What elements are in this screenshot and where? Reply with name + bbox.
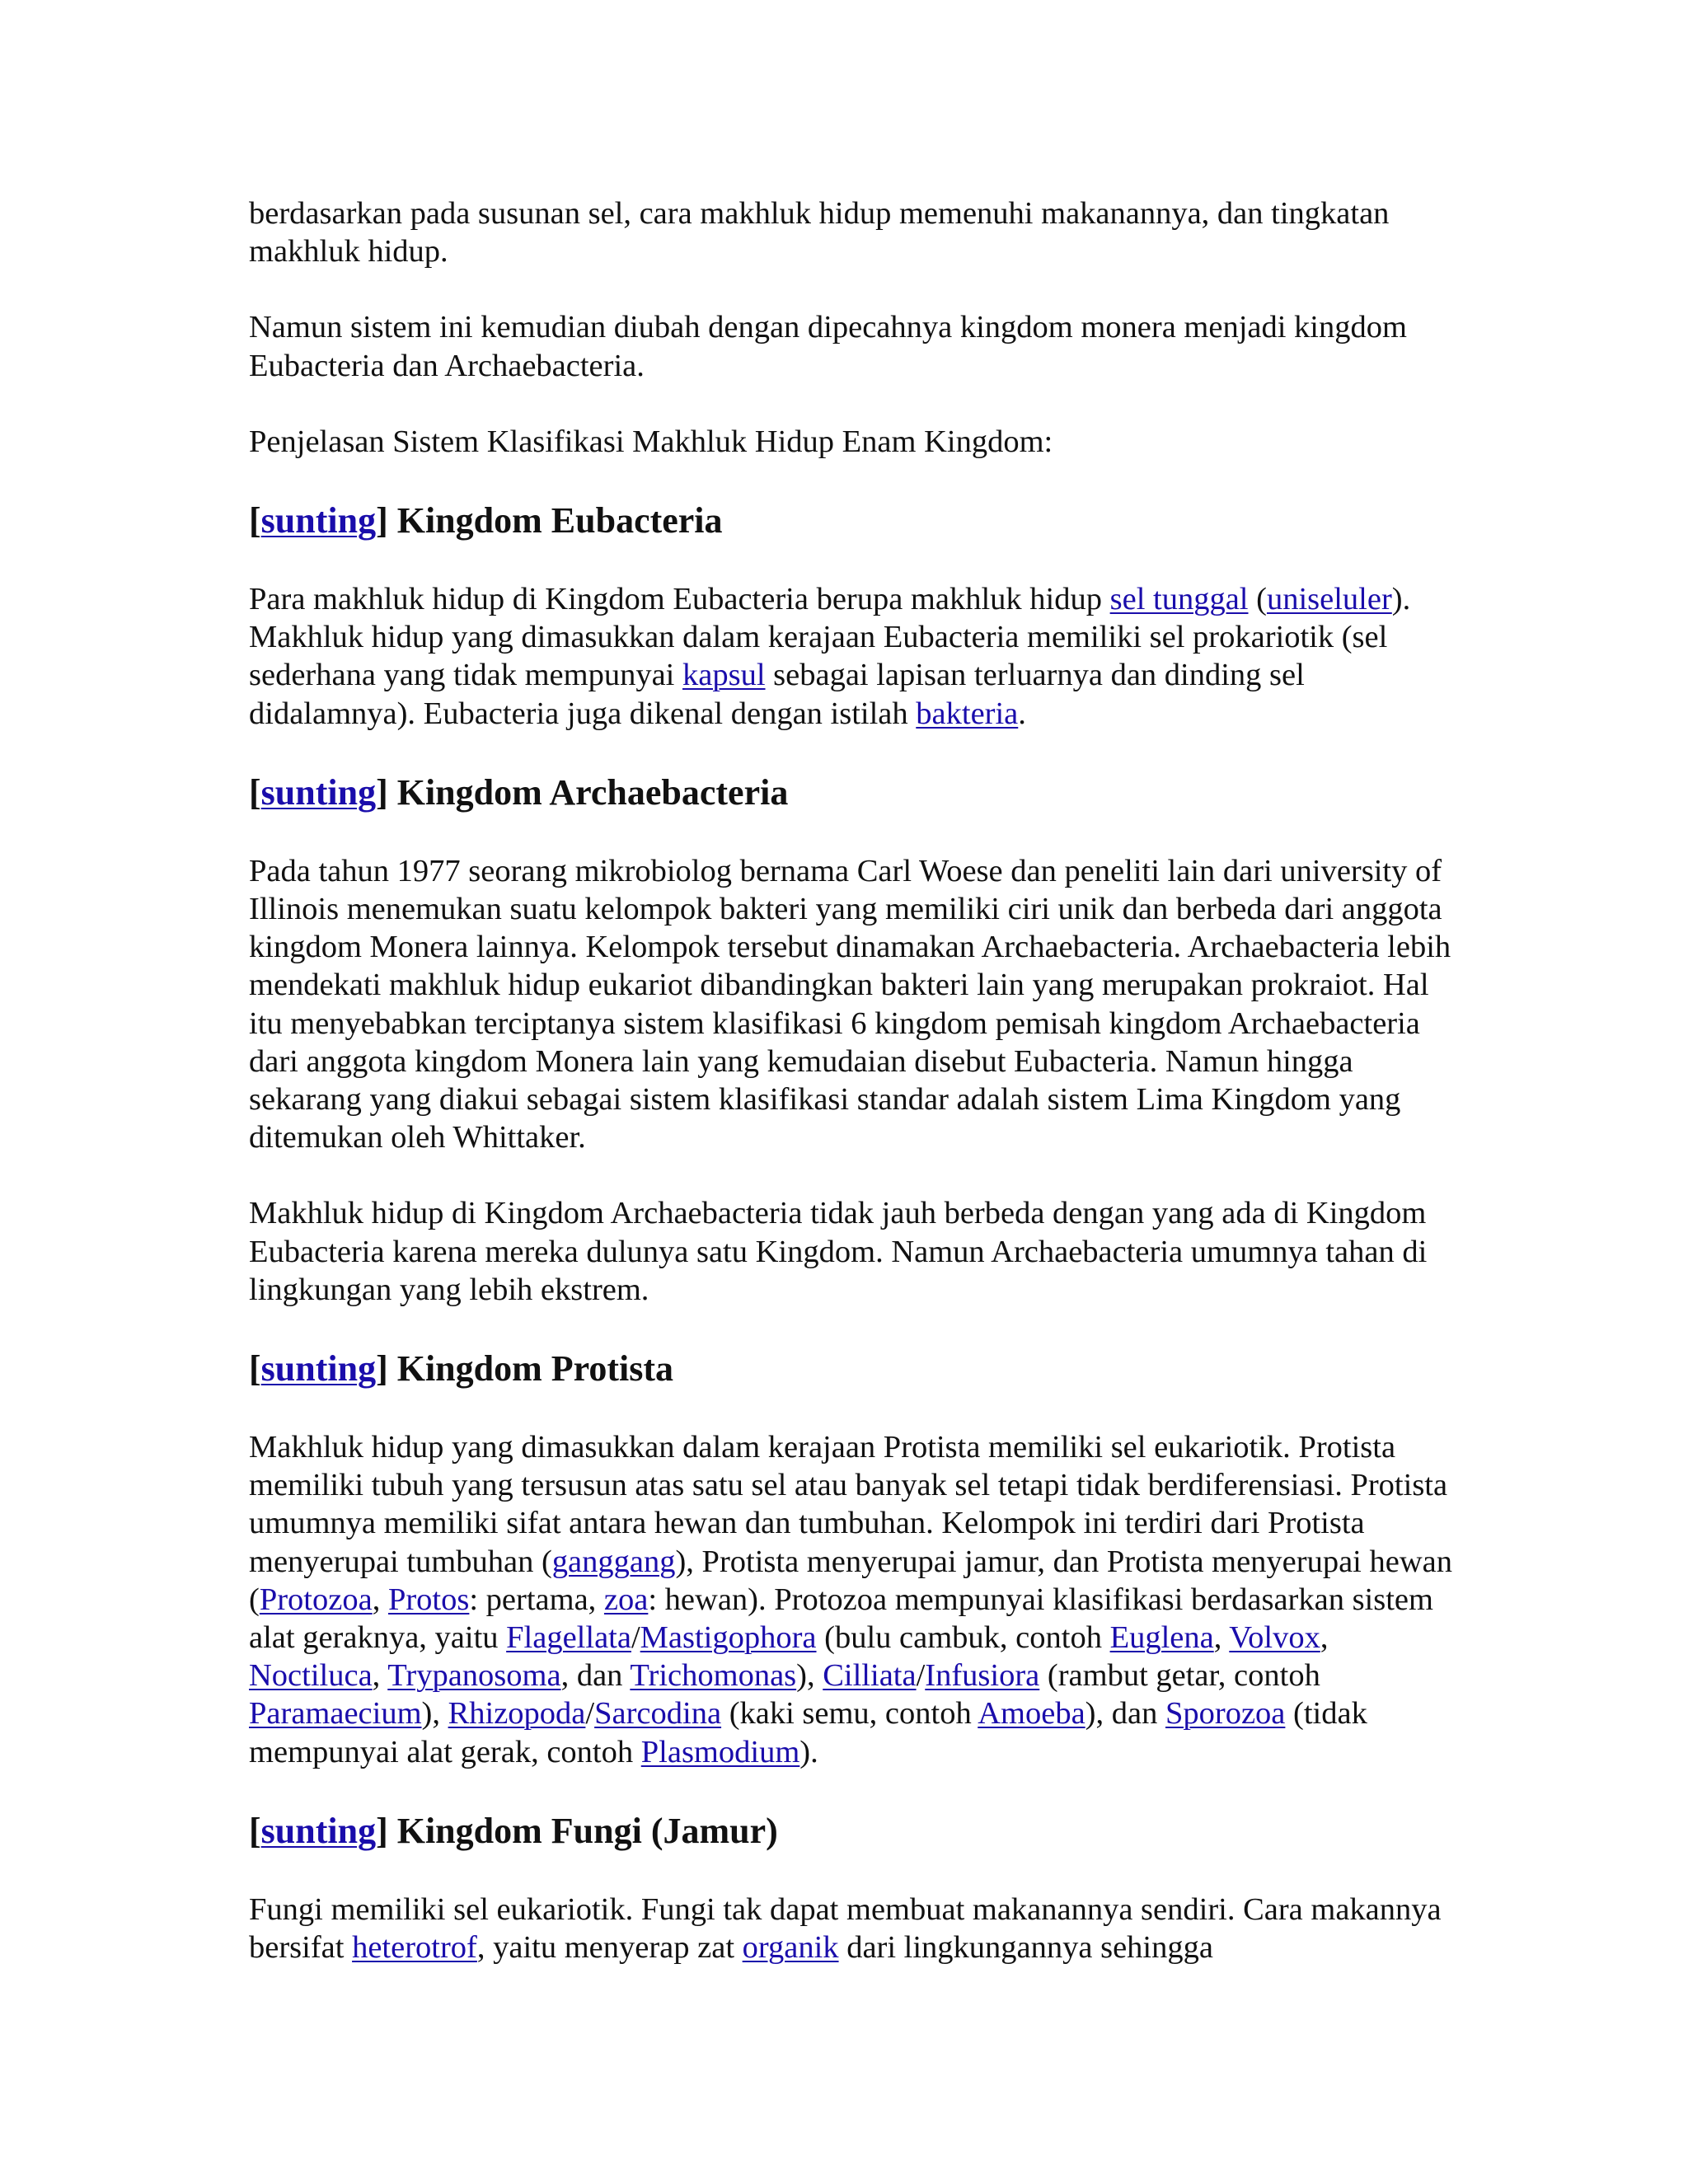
link-paramaecium[interactable]: Paramaecium (249, 1696, 422, 1732)
link-euglena[interactable]: Euglena (1109, 1620, 1214, 1656)
text-fragment: : hewan). Protozoa mempunyai klasifikasi berdasarkan sistem alat geraknya, yaitu (249, 1582, 1433, 1656)
link-infusiora[interactable]: Infusiora (925, 1658, 1040, 1694)
link-volvox[interactable]: Volvox (1229, 1620, 1320, 1656)
text-fragment: ( (1248, 582, 1267, 617)
document-page (249, 194, 1452, 1966)
text-fragment: dari lingkungannya sehingga (838, 1930, 1213, 1966)
intro-paragraph-3: Penjelasan Sistem Klasifikasi Makhluk Hidup Enam Kingdom: (249, 424, 1053, 459)
edit-link-eubacteria[interactable]: sunting (260, 500, 377, 541)
edit-link-archaebacteria[interactable]: sunting (260, 771, 377, 813)
link-flagellata[interactable]: Flagellata (506, 1620, 631, 1656)
link-rhizopoda[interactable]: Rhizopoda (448, 1696, 586, 1732)
text-fragment: ). (799, 1734, 818, 1769)
protista-paragraph (249, 1428, 1452, 1771)
text-fragment: : pertama, (469, 1582, 604, 1617)
text-fragment: , (1320, 1620, 1329, 1656)
heading-fungi-title: Kingdom Fungi (Jamur) (396, 1810, 778, 1851)
heading-archaebacteria: [sunting] Kingdom Archaebacteria (249, 771, 789, 813)
archaebacteria-paragraph-1: Pada tahun 1977 seorang mikrobiolog bernama Carl Woese dan peneliti lain dari university of Illinois menemukan suatu kelompok bakteri yang memiliki ciri unik dan berbeda dari anggota kingdom Monera lainnya. Kelompok tersebut dinamakan Archaebacteria. Archaebacteria lebih mendekati makhluk hidup eukariot dibandingkan bakteri lain yang merupakan prokraiot. Hal itu menyebabkan terciptanya sistem klasifikasi 6 kingdom pemisah kingdom Archaebacteria dari anggota kingdom Monera lain yang kemudaian disebut Eubacteria. Namun hingga sekarang yang diakui sebagai sistem klasifikasi standar adalah sistem Lima Kingdom yang ditemukan oleh Whittaker. (249, 853, 1451, 1155)
intro-paragraph-1: berdasarkan pada susunan sel, cara makhluk hidup memenuhi makanannya, dan tingkatan makhluk hidup. (249, 196, 1390, 269)
link-kapsul[interactable]: kapsul (682, 658, 766, 693)
text-fragment: / (916, 1658, 926, 1694)
text-fragment: ), Protista menyerupai jamur, dan Protista menyerupai hewan ( (249, 1544, 1452, 1617)
link-trypanosoma[interactable]: Trypanosoma (387, 1658, 561, 1694)
link-sel-tunggal[interactable]: sel tunggal (1109, 582, 1249, 617)
edit-link-protista[interactable]: sunting (260, 1348, 377, 1390)
text-fragment: Makhluk hidup yang dimasukkan dalam kerajaan Protista memiliki sel eukariotik. Protista memiliki tubuh yang tersusun atas satu sel atau banyak sel tetapi tidak berdiferensiasi. Protista umumnya memiliki sifat antara hewan dan tumbuhan. Kelompok ini terdiri dari Protista menyerupai tumbuhan ( (249, 1430, 1448, 1579)
text-fragment: , (372, 1582, 388, 1617)
text-fragment: . (1018, 696, 1026, 731)
link-plasmodium[interactable]: Plasmodium (640, 1734, 800, 1769)
text-fragment: / (585, 1696, 595, 1732)
edit-link-fungi[interactable]: sunting (260, 1810, 377, 1851)
link-mastigophora[interactable]: Mastigophora (640, 1620, 817, 1656)
intro-paragraph-2: Namun sistem ini kemudian diubah dengan dipecahnya kingdom monera menjadi kingdom Eubacteria dan Archaebacteria. (249, 310, 1407, 383)
text-fragment: , (372, 1658, 388, 1694)
text-fragment: , dan (560, 1658, 631, 1694)
link-amoeba[interactable]: Amoeba (978, 1696, 1085, 1732)
text-fragment: ), (796, 1658, 823, 1694)
link-cilliata[interactable]: Cilliata (823, 1658, 917, 1694)
heading-eubacteria: [sunting] Kingdom Eubacteria (249, 500, 723, 541)
text-fragment: (bulu cambuk, contoh (816, 1620, 1110, 1656)
text-fragment: (rambut getar, contoh (1039, 1658, 1320, 1694)
link-bakteria[interactable]: bakteria (916, 696, 1019, 731)
link-uniseluler[interactable]: uniseluler (1266, 582, 1392, 617)
link-protos[interactable]: Protos (387, 1582, 470, 1617)
link-ganggang[interactable]: ganggang (551, 1544, 676, 1579)
text-fragment: Para makhluk hidup di Kingdom Eubacteria berupa makhluk hidup (249, 582, 1110, 617)
link-zoa[interactable]: zoa (603, 1582, 649, 1617)
text-fragment: (tidak mempunyai alat gerak, contoh (249, 1696, 1367, 1769)
fungi-paragraph (249, 1891, 1452, 1966)
link-sporozoa[interactable]: Sporozoa (1165, 1696, 1286, 1732)
link-noctiluca[interactable]: Noctiluca (249, 1658, 373, 1694)
text-fragment: , yaitu menyerap zat (476, 1930, 743, 1966)
link-trichomonas[interactable]: Trichomonas (630, 1658, 797, 1694)
text-fragment: sebagai lapisan terluarnya dan dinding sel didalamnya). Eubacteria juga dikenal dengan istilah (249, 658, 1305, 731)
heading-archaebacteria-title: Kingdom Archaebacteria (396, 771, 789, 813)
link-organik[interactable]: organik (742, 1930, 839, 1966)
text-fragment: ), dan (1085, 1696, 1165, 1732)
heading-eubacteria-title: Kingdom Eubacteria (396, 500, 723, 541)
link-protozoa[interactable]: Protozoa (259, 1582, 373, 1617)
text-fragment: Fungi memiliki sel eukariotik. Fungi tak dapat membuat makanannya sendiri. Cara makannya bersifat (249, 1891, 1442, 1966)
text-fragment: / (631, 1620, 640, 1656)
eubacteria-paragraph (249, 580, 1452, 733)
text-fragment: ). Makhluk hidup yang dimasukkan dalam kerajaan Eubacteria memiliki sel prokariotik (sel sederhana yang tidak mempunyai (249, 582, 1411, 693)
link-sarcodina[interactable]: Sarcodina (594, 1696, 722, 1732)
text-fragment: , (1213, 1620, 1230, 1656)
archaebacteria-paragraph-2: Makhluk hidup di Kingdom Archaebacteria tidak jauh berbeda dengan yang ada di Kingdom Eubacteria karena mereka dulunya satu Kingdom. Namun Archaebacteria umumnya tahan di lingkungan yang lebih ekstrem. (249, 1196, 1428, 1307)
link-heterotrof[interactable]: heterotrof (352, 1930, 477, 1966)
text-fragment: (kaki semu, contoh (721, 1696, 978, 1732)
heading-fungi: [sunting] Kingdom Fungi (Jamur) (249, 1810, 778, 1851)
heading-protista-title: Kingdom Protista (396, 1348, 674, 1390)
heading-protista: [sunting] Kingdom Protista (249, 1348, 674, 1390)
text-fragment: ), (421, 1696, 448, 1732)
